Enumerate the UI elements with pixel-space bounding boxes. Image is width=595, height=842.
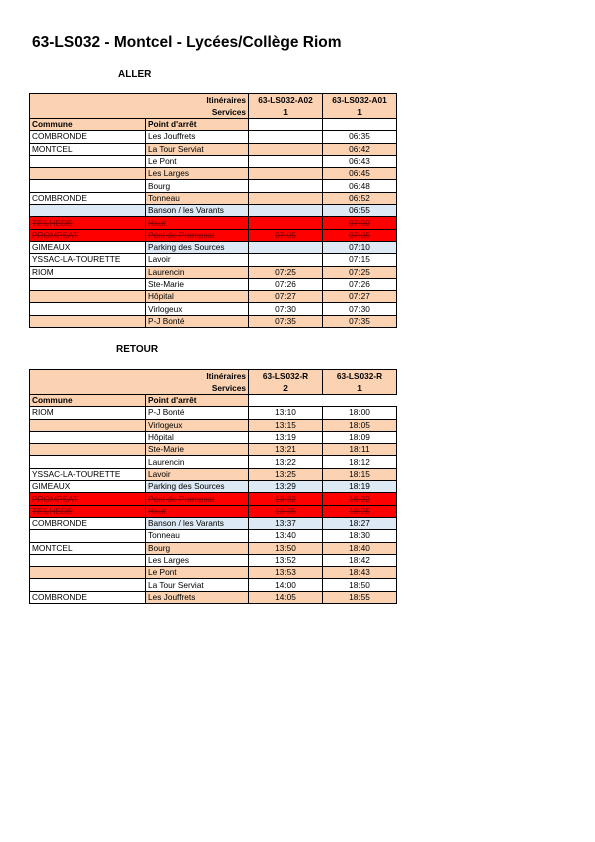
stop-cell: Les Larges — [146, 168, 249, 180]
table-row — [30, 241, 397, 253]
commune-cell — [30, 278, 146, 290]
stop-cell: Hôpital — [146, 291, 249, 303]
time-cell: 07:35 — [249, 315, 323, 327]
stop-cell: Laurencin — [146, 266, 249, 278]
commune-cell — [30, 155, 146, 167]
stop-cell: P-J Bonté — [146, 315, 249, 327]
commune-cell — [30, 303, 146, 315]
time-cell: 18:30 — [323, 530, 397, 542]
time-cell — [249, 241, 323, 253]
commune-cell: GIMEAUX — [30, 241, 146, 253]
stop-cell: Bourg — [146, 542, 249, 554]
stop-cell: Les Larges — [146, 554, 249, 566]
commune-cell: COMBRONDE — [30, 192, 146, 204]
stop-cell: Les Jouffrets — [146, 131, 249, 143]
stop-cell: Lavoir — [146, 254, 249, 266]
time-cell: 18:15 — [323, 468, 397, 480]
route-code: 63-LS032-R — [323, 370, 397, 383]
time-cell: 07:27 — [249, 291, 323, 303]
header-filler — [249, 119, 323, 131]
commune-cell — [30, 291, 146, 303]
time-cell: 13:50 — [249, 542, 323, 554]
time-cell: 13:29 — [249, 481, 323, 493]
retour-rows — [30, 407, 397, 604]
table-row — [30, 419, 397, 431]
time-cell: 07:05 — [249, 229, 323, 241]
time-cell: 07:00 — [323, 217, 397, 229]
time-cell — [249, 143, 323, 155]
commune-cell: COMBRONDE — [30, 591, 146, 603]
table-row — [30, 481, 397, 493]
stop-cell: Parking des Sources — [146, 481, 249, 493]
time-cell: 13:21 — [249, 444, 323, 456]
time-cell: 18:27 — [323, 517, 397, 529]
time-cell — [249, 180, 323, 192]
service-number: 2 — [249, 382, 323, 395]
time-cell: 13:15 — [249, 419, 323, 431]
column-header-commune: Commune — [30, 119, 146, 131]
time-cell: 18:19 — [323, 481, 397, 493]
stop-cell: Hôpital — [146, 431, 249, 443]
table-row — [30, 554, 397, 566]
table-row — [30, 278, 397, 290]
time-cell: 18:00 — [323, 407, 397, 419]
retour-table — [29, 369, 397, 604]
table-row — [30, 291, 397, 303]
time-cell — [249, 254, 323, 266]
service-number: 1 — [323, 106, 397, 119]
header-filler — [323, 395, 397, 407]
time-cell: 13:32 — [249, 493, 323, 505]
header-filler — [249, 395, 323, 407]
stop-cell: Les Jouffrets — [146, 591, 249, 603]
commune-cell: TEILHEDE — [30, 217, 146, 229]
table-row — [30, 517, 397, 529]
commune-cell: TEILHEDE — [30, 505, 146, 517]
table-row — [30, 217, 397, 229]
column-header-point: Point d'arrêt — [146, 395, 249, 407]
time-cell: 07:25 — [323, 266, 397, 278]
stop-cell: Virlogeux — [146, 419, 249, 431]
stop-cell: Pont de Prompsat — [146, 229, 249, 241]
time-cell: 06:35 — [323, 131, 397, 143]
time-cell: 06:45 — [323, 168, 397, 180]
stop-cell: Le Pont — [146, 155, 249, 167]
stop-cell: La Tour Serviat — [146, 579, 249, 591]
stop-cell: P-J Bonté — [146, 407, 249, 419]
time-cell: 07:30 — [323, 303, 397, 315]
time-cell: 18:12 — [323, 456, 397, 468]
commune-cell: PROMPSAT — [30, 493, 146, 505]
table-row — [30, 155, 397, 167]
column-header-commune: Commune — [30, 395, 146, 407]
route-code: 63-LS032-A01 — [323, 94, 397, 107]
stop-cell: Banson / les Varants — [146, 205, 249, 217]
time-cell — [249, 192, 323, 204]
time-cell: 13:35 — [249, 505, 323, 517]
time-cell: 18:42 — [323, 554, 397, 566]
route-code: 63-LS032-R — [249, 370, 323, 383]
time-cell: 13:19 — [249, 431, 323, 443]
time-cell: 13:25 — [249, 468, 323, 480]
time-cell: 18:05 — [323, 419, 397, 431]
table-row — [30, 530, 397, 542]
time-cell — [249, 155, 323, 167]
time-cell — [249, 217, 323, 229]
time-cell: 07:05 — [323, 229, 397, 241]
stop-cell: La Tour Serviat — [146, 143, 249, 155]
commune-cell: RIOM — [30, 266, 146, 278]
table-row — [30, 456, 397, 468]
commune-cell — [30, 168, 146, 180]
table-row — [30, 180, 397, 192]
time-cell: 07:27 — [323, 291, 397, 303]
table-row — [30, 303, 397, 315]
table-row — [30, 315, 397, 327]
commune-cell — [30, 579, 146, 591]
commune-cell: YSSAC-LA-TOURETTE — [30, 468, 146, 480]
time-cell: 18:40 — [323, 542, 397, 554]
time-cell — [249, 131, 323, 143]
services-label: Services — [30, 382, 249, 395]
commune-cell: COMBRONDE — [30, 517, 146, 529]
section-title-retour: RETOUR — [116, 344, 159, 355]
table-row — [30, 407, 397, 419]
time-cell: 07:30 — [249, 303, 323, 315]
table-row — [30, 493, 397, 505]
time-cell — [249, 168, 323, 180]
time-cell: 13:37 — [249, 517, 323, 529]
time-cell: 18:50 — [323, 579, 397, 591]
table-row — [30, 468, 397, 480]
stop-cell: Bourg — [146, 180, 249, 192]
commune-cell — [30, 444, 146, 456]
commune-cell — [30, 530, 146, 542]
time-cell: 18:11 — [323, 444, 397, 456]
table-row — [30, 143, 397, 155]
column-header-point: Point d'arrêt — [146, 119, 249, 131]
stop-cell: Laurencin — [146, 456, 249, 468]
time-cell — [249, 205, 323, 217]
time-cell: 13:10 — [249, 407, 323, 419]
table-row — [30, 168, 397, 180]
stop-cell: Haut — [146, 505, 249, 517]
commune-cell: MONTCEL — [30, 542, 146, 554]
time-cell: 14:05 — [249, 591, 323, 603]
time-cell: 07:10 — [323, 241, 397, 253]
time-cell: 13:52 — [249, 554, 323, 566]
time-cell: 07:15 — [323, 254, 397, 266]
time-cell: 13:53 — [249, 567, 323, 579]
commune-cell: PROMPSAT — [30, 229, 146, 241]
commune-cell — [30, 567, 146, 579]
commune-cell — [30, 180, 146, 192]
stop-cell: Lavoir — [146, 468, 249, 480]
table-row — [30, 229, 397, 241]
table-row — [30, 205, 397, 217]
service-number: 1 — [249, 106, 323, 119]
time-cell: 06:42 — [323, 143, 397, 155]
commune-cell: COMBRONDE — [30, 131, 146, 143]
time-cell: 06:52 — [323, 192, 397, 204]
stop-cell: Tonneau — [146, 192, 249, 204]
stop-cell: Haut — [146, 217, 249, 229]
time-cell: 18:25 — [323, 505, 397, 517]
time-cell: 18:55 — [323, 591, 397, 603]
time-cell: 06:55 — [323, 205, 397, 217]
table-row — [30, 542, 397, 554]
stop-cell: Pont de Prompsat — [146, 493, 249, 505]
table-row — [30, 431, 397, 443]
table-row — [30, 444, 397, 456]
table-row — [30, 567, 397, 579]
time-cell: 18:09 — [323, 431, 397, 443]
time-cell: 07:26 — [323, 278, 397, 290]
stop-cell: Parking des Sources — [146, 241, 249, 253]
commune-cell — [30, 431, 146, 443]
commune-cell — [30, 315, 146, 327]
time-cell: 06:43 — [323, 155, 397, 167]
table-row — [30, 505, 397, 517]
commune-cell: MONTCEL — [30, 143, 146, 155]
commune-cell: GIMEAUX — [30, 481, 146, 493]
route-code: 63-LS032-A02 — [249, 94, 323, 107]
time-cell: 14:00 — [249, 579, 323, 591]
services-label: Services — [30, 106, 249, 119]
table-row — [30, 591, 397, 603]
stop-cell: Banson / les Varants — [146, 517, 249, 529]
aller-rows — [30, 131, 397, 328]
time-cell: 07:35 — [323, 315, 397, 327]
itineraires-label: Itinéraires — [30, 94, 249, 107]
table-row — [30, 579, 397, 591]
commune-cell — [30, 554, 146, 566]
commune-cell — [30, 456, 146, 468]
aller-table — [29, 93, 397, 328]
table-row — [30, 266, 397, 278]
itineraires-label: Itinéraires — [30, 370, 249, 383]
stop-cell: Virlogeux — [146, 303, 249, 315]
stop-cell: Tonneau — [146, 530, 249, 542]
table-row — [30, 131, 397, 143]
section-title-aller: ALLER — [118, 69, 152, 80]
time-cell: 06:48 — [323, 180, 397, 192]
commune-cell: RIOM — [30, 407, 146, 419]
time-cell: 07:26 — [249, 278, 323, 290]
time-cell: 13:40 — [249, 530, 323, 542]
table-row — [30, 254, 397, 266]
commune-cell — [30, 419, 146, 431]
commune-cell: YSSAC-LA-TOURETTE — [30, 254, 146, 266]
time-cell: 13:22 — [249, 456, 323, 468]
time-cell: 07:25 — [249, 266, 323, 278]
time-cell: 18:22 — [323, 493, 397, 505]
stop-cell: Le Pont — [146, 567, 249, 579]
page-title: 63-LS032 - Montcel - Lycées/Collège Riom — [32, 34, 342, 51]
commune-cell — [30, 205, 146, 217]
service-number: 1 — [323, 382, 397, 395]
stop-cell: Ste-Marie — [146, 444, 249, 456]
time-cell: 18:43 — [323, 567, 397, 579]
table-row — [30, 192, 397, 204]
stop-cell: Ste-Marie — [146, 278, 249, 290]
header-filler — [323, 119, 397, 131]
